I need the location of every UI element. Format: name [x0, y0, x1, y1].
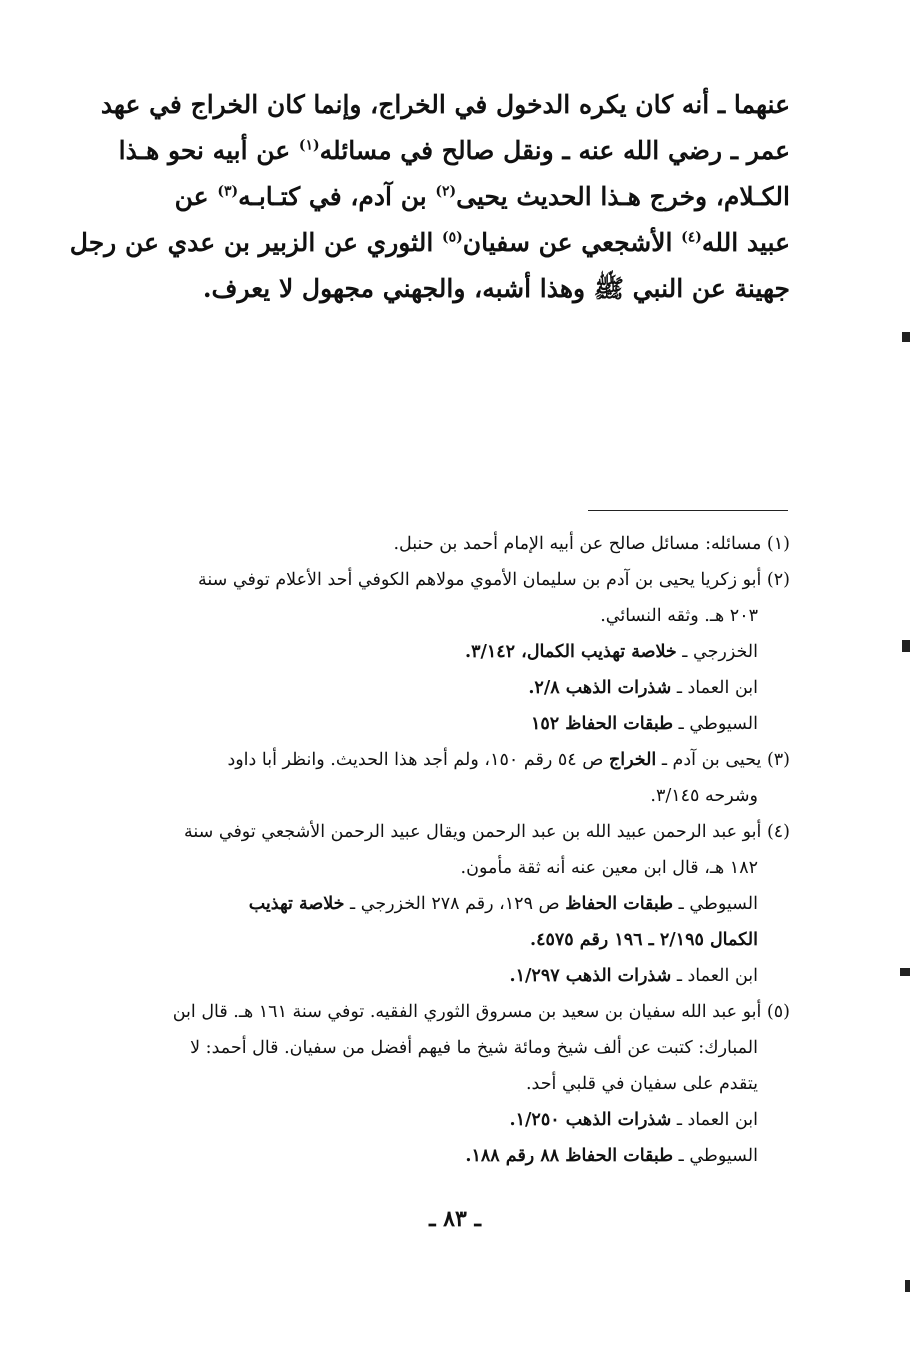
footnote-ref[interactable]: (١)	[298, 137, 320, 154]
footnote-line: (٥) أبو عبد الله سفيان بن سعيد بن مسروق الثوري الفقيه. توفي سنة ١٦١ هـ. قال ابن	[172, 1002, 790, 1022]
book-title: خلاصة تهذيب	[248, 894, 345, 914]
text-run: عن أبيه نحو هـذا	[118, 136, 299, 165]
footnote-line: (٤) أبو عبد الرحمن عبيد الله بن عبد الرحمن ويقال عبيد الرحمن الأشجعي توفي سنة	[183, 822, 790, 842]
text-run: (٣) يحيى بن آدم ـ	[656, 750, 790, 770]
text-run: عمر ـ رضي الله عنه ـ ونقل صالح في مسائله	[319, 136, 790, 165]
text-run: ابن العماد ـ	[671, 678, 758, 698]
footnote-separator	[588, 510, 788, 511]
footnote-line	[90, 922, 790, 958]
footnote-ref[interactable]: (٢)	[435, 183, 457, 200]
footnote-1	[90, 526, 790, 562]
text-run: عنهما ـ أنه كان يكره الدخول في الخراج، وإنما كان الخراج في عهد	[100, 90, 790, 119]
book-title: شذرات الذهب ١/٢٩٧.	[509, 966, 672, 986]
scan-edge-mark	[900, 968, 910, 976]
text-run: ٢/١٩٥ ـ ١٩٦ رقم ٤٥٧٥.	[530, 930, 710, 950]
footnote-4	[90, 814, 790, 994]
scan-edge-mark	[902, 332, 910, 342]
footnote-line	[90, 886, 790, 922]
book-title: طبقات الحفاظ ١٥٢	[530, 714, 674, 734]
footnote-5	[90, 994, 790, 1174]
book-title: شذرات الذهب ١/٢٥٠.	[509, 1110, 672, 1130]
text-run: الكـلام، وخرج هـذا الحديث يحيى	[456, 182, 790, 211]
main-text-block	[69, 82, 790, 312]
footnote-3	[90, 742, 790, 814]
footnote-line	[90, 742, 790, 778]
main-text-line	[90, 266, 790, 312]
footnote-ref[interactable]: (٤)	[681, 229, 702, 246]
text-run: ابن العماد ـ	[671, 966, 758, 986]
text-run: بن آدم، في كتـابـه	[238, 182, 436, 211]
text-run: ص ٥٤ رقم ١٥٠، ولم أجد هذا الحديث. وانظر أبا داود	[227, 750, 609, 770]
footnote-line: ١٨٢ هـ، قال ابن معين عنه أنه ثقة مأمون.	[460, 858, 758, 878]
book-title: خلاصة تهذيب الكمال، ٣/١٤٢.	[465, 642, 677, 662]
footnote-line: يتقدم على سفيان في قلبي أحد.	[525, 1074, 758, 1094]
footnote-ref[interactable]: (٣)	[217, 183, 239, 200]
text-run: عن	[174, 182, 218, 211]
footnote-2	[90, 562, 790, 742]
footnote-ref[interactable]: (٥)	[442, 229, 463, 246]
text-run: جهينة عن النبي ﷺ وهذا أشبه، والجهني مجهول لا يعرف.	[202, 274, 790, 303]
footnote-line: المبارك: كتبت عن ألف شيخ ومائة شيخ ما فيهم أفضل من سفيان. قال أحمد: لا	[190, 1038, 758, 1058]
text-run: ص ١٢٩، رقم ٢٧٨ الخزرجي ـ	[344, 894, 566, 914]
footnote-line: وشرحه ٣/١٤٥.	[650, 786, 758, 806]
text-run: ابن العماد ـ	[671, 1110, 758, 1130]
page-number: ـ ٨٣ ـ	[429, 1206, 481, 1232]
footnote-line: (٢) أبو زكريا يحيى بن آدم بن سليمان الأموي مولاهم الكوفي أحد الأعلام توفي سنة	[198, 570, 790, 590]
text-run: السيوطي ـ	[673, 1146, 758, 1166]
book-title: الكمال	[709, 930, 758, 950]
main-text-line	[90, 174, 790, 220]
book-title: طبقات الحفاظ ٨٨ رقم ١٨٨.	[465, 1146, 674, 1166]
scan-edge-mark	[905, 1280, 910, 1292]
book-title: الخراج	[608, 750, 657, 770]
footnote-line	[90, 706, 790, 742]
book-title: طبقات الحفاظ	[565, 894, 674, 914]
footnote-line	[90, 634, 790, 670]
footnotes-block	[90, 526, 790, 1174]
main-text-line	[69, 220, 790, 266]
footnote-line	[90, 670, 790, 706]
footnote-line: ٢٠٣ هـ. وثقه النسائي.	[600, 606, 758, 626]
text-run: السيوطي ـ	[673, 894, 758, 914]
footnote-line	[90, 1138, 790, 1174]
main-text-line	[90, 82, 790, 128]
footnote-line: (١) مسائله: مسائل صالح عن أبيه الإمام أحمد بن حنبل.	[393, 534, 790, 554]
text-run: الثوري عن الزبير بن عدي عن رجل	[69, 228, 442, 257]
text-run: الخزرجي ـ	[676, 642, 758, 662]
book-title: شذرات الذهب ٢/٨.	[528, 678, 672, 698]
footnote-line	[90, 1102, 790, 1138]
text-run: عبيد الله	[701, 228, 790, 257]
main-text-line	[90, 128, 790, 174]
text-run: الأشجعي عن سفيان	[462, 228, 682, 257]
scan-edge-mark	[902, 640, 910, 652]
footnote-line	[90, 958, 790, 994]
text-run: السيوطي ـ	[673, 714, 758, 734]
